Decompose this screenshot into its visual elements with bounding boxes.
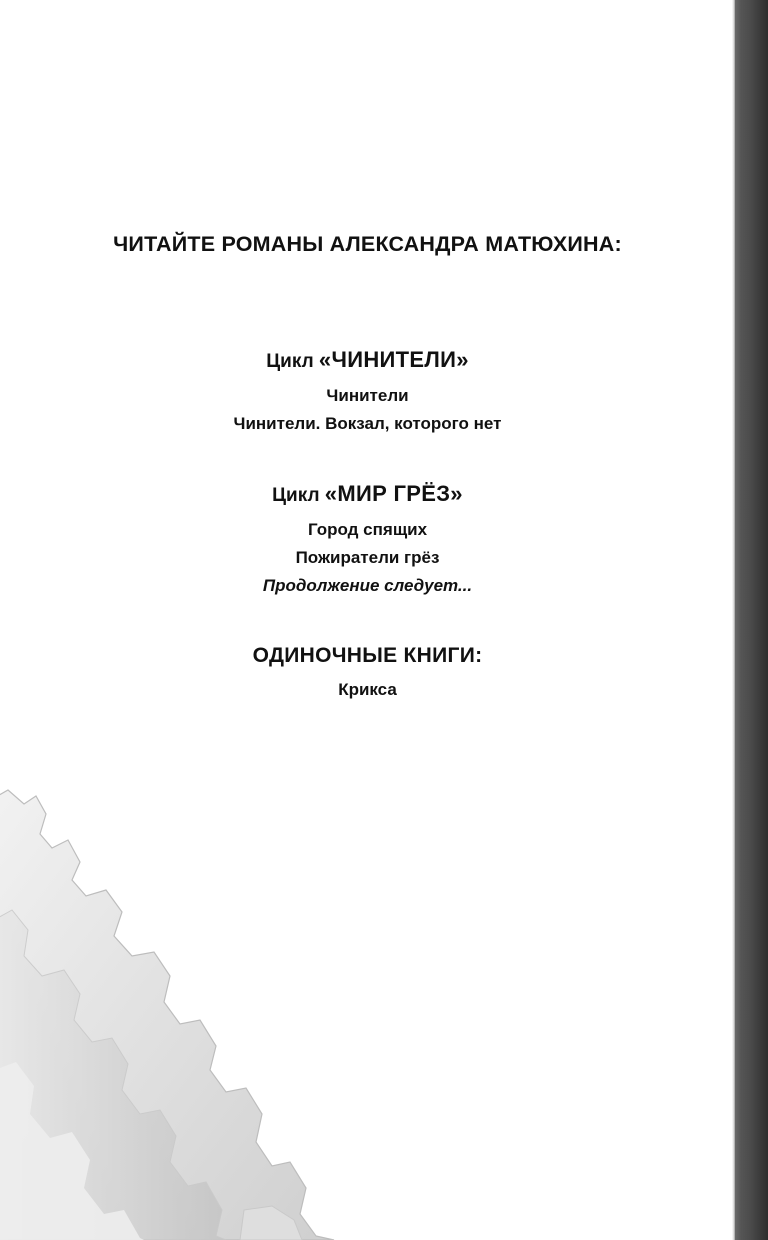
section-title-chiniteli — [0, 346, 735, 374]
mountain-shape-ridge — [240, 1206, 302, 1240]
section-mir-gryoz — [0, 480, 735, 600]
book-title: Чинители. Вокзал, которого нет — [233, 413, 502, 433]
cycle-prefix: Цикл — [266, 350, 319, 372]
series-note: Продолжение следует... — [262, 575, 473, 595]
book-title: Чинители — [326, 385, 409, 405]
mountain-shape-main — [0, 790, 334, 1240]
book-title: Город спящих — [307, 519, 428, 539]
page-title: ЧИТАЙТЕ РОМАНЫ АЛЕКСАНДРА МАТЮХИНА: — [113, 232, 622, 256]
mountain-illustration — [0, 770, 354, 1240]
section-chiniteli — [0, 346, 735, 438]
mountain-shape-inner — [0, 1062, 144, 1240]
section-title-mir-gryoz — [0, 480, 735, 508]
book-title: Крикса — [338, 680, 397, 700]
section-title-single-books: ОДИНОЧНЫЕ КНИГИ: — [252, 644, 483, 668]
book-title: Пожиратели грёз — [295, 547, 440, 567]
section-single-books — [0, 644, 735, 704]
cycle-prefix: Цикл — [272, 484, 325, 506]
book-spine — [735, 0, 768, 1240]
mountain-shape-secondary — [0, 910, 226, 1240]
cycle-name: «МИР ГРЁЗ» — [324, 480, 463, 506]
page-content — [0, 232, 735, 704]
cycle-name: «ЧИНИТЕЛИ» — [318, 346, 469, 372]
